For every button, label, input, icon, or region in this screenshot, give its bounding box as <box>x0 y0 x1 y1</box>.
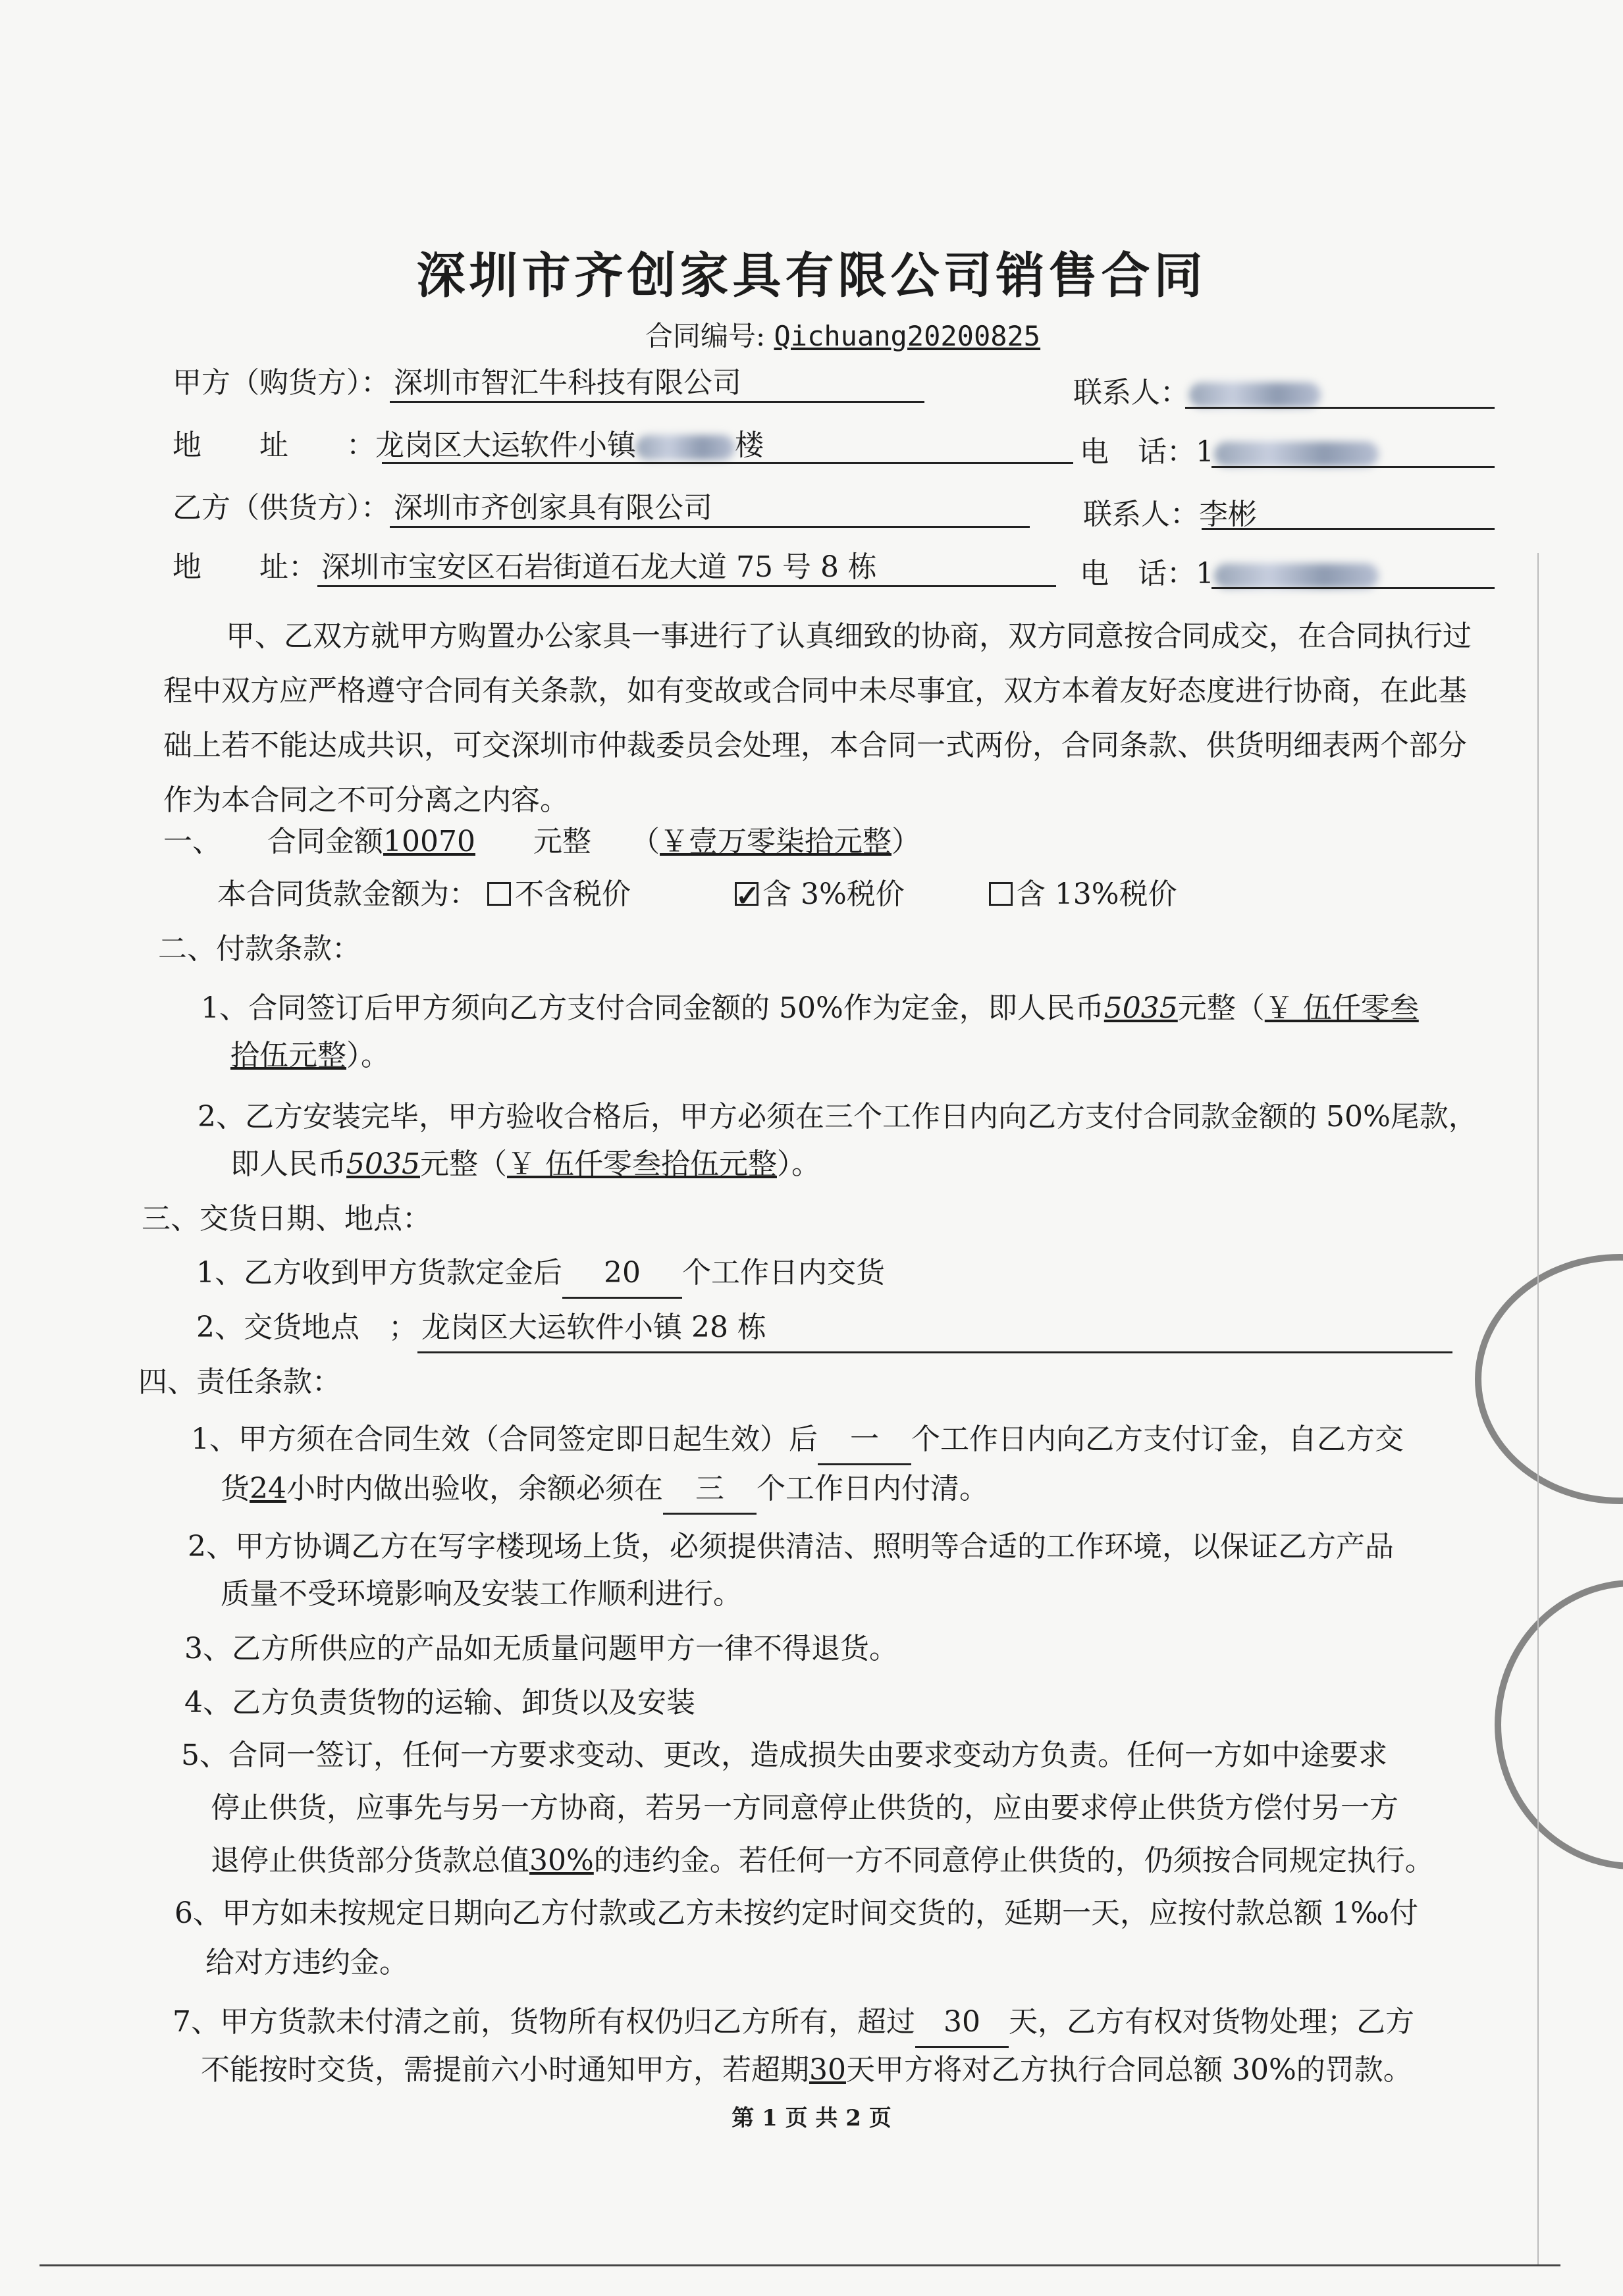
liability-item-6-cont: 给对方违约金。 <box>205 1946 408 1979</box>
liability-item-1-cont: 货24小时内做出验收，余额必须在 三 个工作日内付清。 <box>221 1465 988 1515</box>
redacted-address <box>636 435 735 460</box>
tax-option-3pct[interactable]: ✓ 含 3%税价 <box>735 877 905 911</box>
seal-stamp <box>1475 1254 1623 1504</box>
liability-item-7: 7、甲方货款未付清之前，货物所有权仍归乙方所有，超过 30 天，乙方有权对货物处理；乙方 <box>173 1998 1414 2048</box>
liability-item-5: 5、合同一签订，任何一方要求变动、更改，造成损失由要求变动方负责。任何一方如中途要求 <box>181 1738 1387 1772</box>
party-b-contact-name: 李彬 <box>1199 498 1257 531</box>
liability-item-2: 2、甲方协调乙方在写字楼现场上货，必须提供清洁、照明等合适的工作环境，以保证乙方产品 <box>188 1530 1394 1563</box>
rule <box>1185 407 1495 409</box>
rule <box>1211 466 1495 468</box>
party-b-contact: 联系人：李彬 <box>1083 498 1257 531</box>
payment-item-2: 2、乙方安装完毕，甲方验收合格后，甲方必须在三个工作日内向乙方支付合同款金额的 50%尾款， <box>198 1100 1477 1134</box>
bottom-rule <box>40 2264 1560 2266</box>
payment-item-1: 1、合同签订后甲方须向乙方支付合同金额的 50%作为定金，即人民币5035元整（￥ 伍仟零叁 <box>201 991 1419 1025</box>
tax-options: 本合同货款金额为： 不含税价 ✓ 含 3%税价 含 13%税价 <box>217 870 1177 918</box>
edge-line <box>1537 553 1539 2264</box>
party-b-line: 乙方（供货方）： 深圳市齐创家具有限公司 <box>173 484 1030 528</box>
checkbox-icon <box>989 882 1013 906</box>
payment-item-1-cont: 拾伍元整）。 <box>230 1039 390 1072</box>
contract-number: 合同编号: Qichuang20200825 <box>645 320 1041 352</box>
party-b-address: 深圳市宝安区石岩街道石龙大道 75 号 8 栋 <box>317 543 1056 587</box>
redacted-contact <box>1189 382 1321 407</box>
section-4-heading: 四、责任条款： <box>138 1365 341 1399</box>
redacted-phone <box>1214 563 1379 588</box>
intro-paragraph: 甲、乙双方就甲方购置办公家具一事进行了认真细致的协商，双方同意按合同成交，在合同执行过程中双方应严格遵守合同有关条款，如有变故或合同中未尽事宜，双方本着友好态度进行协商，在此基础上若不能达成共识，可交深圳市仲裁委员会处理，本合同一式两份，合同条款、供货明细表两个部分作为本合同之不可分离之内容。 <box>163 619 1472 817</box>
liability-item-7-cont: 不能按时交货，需提前六小时通知甲方，若超期30天甲方将对乙方执行合同总额 30%的罚款。 <box>201 2053 1412 2087</box>
rule <box>1202 528 1495 530</box>
delivery-item-1: 1、乙方收到甲方货款定金后 20 个工作日内交货 <box>196 1249 885 1299</box>
party-a-contact: 联系人： <box>1073 369 1321 411</box>
liability-item-1: 1、甲方须在合同生效（合同签定即日起生效）后 一 个工作日内向乙方支付订金，自乙方交 <box>191 1415 1404 1465</box>
contract-number-value: Qichuang20200825 <box>774 320 1041 352</box>
checkbox-checked-icon <box>735 882 758 906</box>
contract-amount: 10070 <box>383 825 475 858</box>
liability-item-4: 4、乙方负责货物的运输、卸货以及安装 <box>184 1686 695 1719</box>
redacted-phone <box>1214 442 1379 467</box>
payment-item-2-cont: 即人民币5035元整（￥ 伍仟零叁拾伍元整）。 <box>230 1147 820 1181</box>
liability-item-2-cont: 质量不受环境影响及安装工作顺利进行。 <box>221 1577 742 1611</box>
checkbox-icon <box>487 882 511 906</box>
contract-amount-capital: ￥壹万零柒拾元整 <box>659 825 891 858</box>
tax-option-excl[interactable]: 不含税价 <box>487 877 631 911</box>
delivery-item-2: 2、交货地点 ； 龙岗区大运软件小镇 28 栋 <box>196 1303 1452 1353</box>
liability-item-3: 3、乙方所供应的产品如无质量问题甲方一律不得退货。 <box>184 1632 898 1665</box>
party-a-address-line: 地 址 ：龙岗区大运软件小镇 楼 <box>173 429 764 462</box>
tax-option-13pct[interactable]: 含 13%税价 <box>989 877 1177 911</box>
rule <box>382 462 1073 464</box>
liability-item-5-cont: 停止供货，应事先与另一方协商，若另一方同意停止供货的，应由要求停止供货方偿付另一方 <box>211 1791 1398 1825</box>
party-a-name: 深圳市智汇牛科技有限公司 <box>390 359 924 403</box>
page-title: 深圳市齐创家具有限公司销售合同 <box>416 248 1207 304</box>
party-a-line: 甲方（购货方）： 深圳市智汇牛科技有限公司 <box>173 359 924 403</box>
party-a-phone: 电 话：1 <box>1080 428 1379 470</box>
seal-stamp <box>1495 1580 1623 1869</box>
party-a-address: 龙岗区大运软件小镇 <box>375 429 636 462</box>
party-b-name: 深圳市齐创家具有限公司 <box>390 484 1030 528</box>
liability-item-6: 6、甲方如未按规定日期向乙方付款或乙方未按约定时间交货的，延期一天，应按付款总额 1‰付 <box>174 1896 1419 1930</box>
page-footer: 第 1 页 共 2 页 <box>732 2105 891 2131</box>
section-1: 一、 合同金额10070 元整 （￥壹万零柒拾元整） <box>163 825 920 858</box>
party-b-address-line: 地 址： 深圳市宝安区石岩街道石龙大道 75 号 8 栋 <box>173 543 1056 587</box>
party-b-phone: 电 话：1 <box>1080 550 1379 592</box>
liability-item-5-cont2: 退停止供货部分货款总值30%的违约金。若任何一方不同意停止供货的，仍须按合同规定执行。 <box>211 1844 1434 1877</box>
section-2-heading: 二、付款条款： <box>158 932 361 966</box>
section-3-heading: 三、交货日期、地点： <box>142 1202 431 1236</box>
rule <box>1211 587 1495 589</box>
